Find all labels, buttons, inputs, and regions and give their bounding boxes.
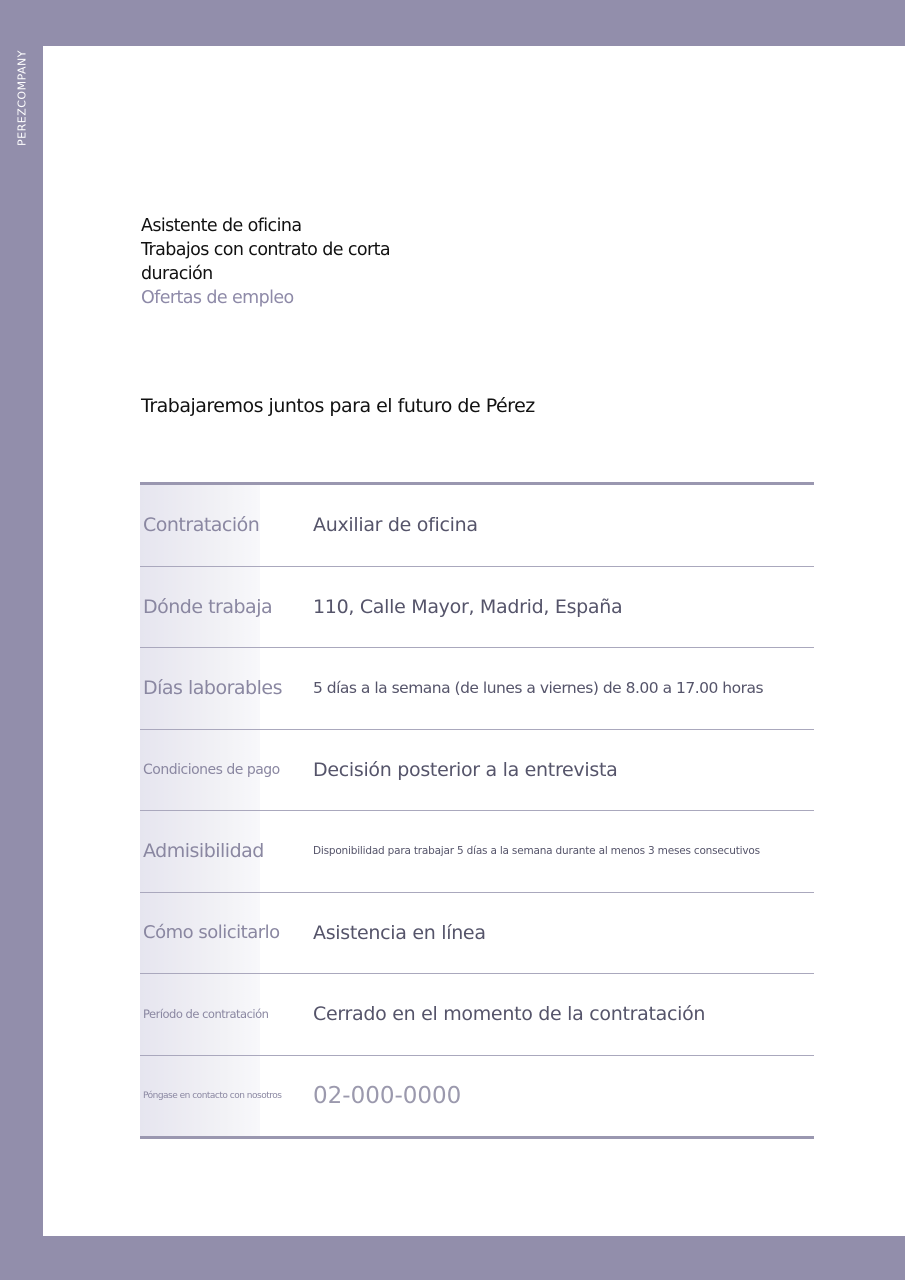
detail-label: Cómo solicitarlo [143, 922, 280, 944]
tagline: Trabajaremos juntos para el futuro de Pérez [141, 395, 535, 417]
contact-phone: 02-000-0000 [313, 1082, 462, 1109]
detail-value: Cerrado en el momento de la contratación [313, 1003, 706, 1026]
detail-row-admisibilidad [140, 811, 814, 893]
detail-label: Contratación [143, 514, 260, 537]
detail-row-dias-laborables [140, 648, 814, 730]
detail-label: Condiciones de pago [143, 761, 280, 778]
job-title: Asistente de oficina [141, 216, 302, 236]
detail-label: Período de contratación [143, 1007, 269, 1022]
detail-label: Póngase en contacto con nosotros [143, 1090, 282, 1101]
job-subtitle-line-1: Trabajos con contrato de corta [141, 240, 390, 260]
detail-row-contacto [140, 1056, 814, 1137]
job-category: Ofertas de empleo [141, 288, 294, 308]
detail-value: Auxiliar de oficina [313, 514, 478, 537]
detail-value: Asistencia en línea [313, 921, 486, 944]
detail-row-periodo-de-contratacion [140, 974, 814, 1056]
detail-value: 110, Calle Mayor, Madrid, España [313, 595, 623, 618]
detail-value: Decisión posterior a la entrevista [313, 758, 618, 781]
job-details-table [140, 482, 814, 1139]
job-title-block [141, 214, 461, 310]
detail-value: Disponibilidad para trabajar 5 días a la semana durante al menos 3 meses consecutivos [313, 845, 760, 858]
detail-row-como-solicitarlo [140, 893, 814, 975]
detail-row-donde-trabaja [140, 567, 814, 649]
detail-value: 5 días a la semana (de lunes a viernes) de 8.00 a 17.00 horas [313, 679, 764, 698]
detail-row-condiciones-de-pago [140, 730, 814, 812]
detail-row-contratacion [140, 485, 814, 567]
job-subtitle-line-2: duración [141, 264, 213, 284]
detail-label: Admisibilidad [143, 840, 264, 863]
job-posting-sheet [43, 46, 905, 1236]
detail-label: Días laborables [143, 677, 282, 700]
detail-label: Dónde trabaja [143, 595, 273, 618]
brand-vertical-label: PEREZCOMPANY [15, 50, 29, 146]
